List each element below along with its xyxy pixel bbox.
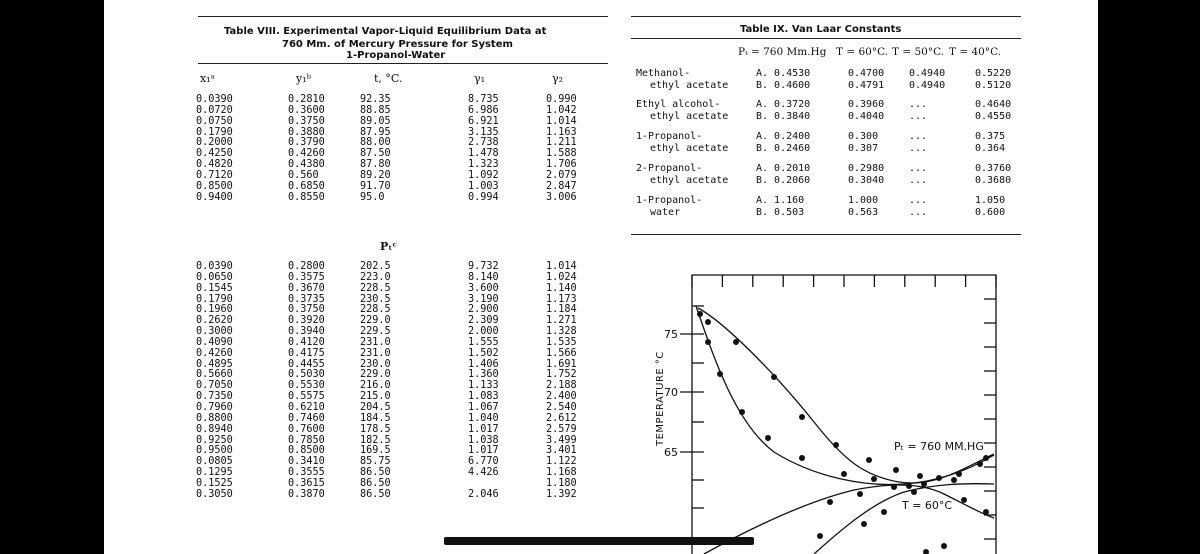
data-point <box>983 509 989 515</box>
table9-system-name: water <box>650 207 681 218</box>
table8-cell: 0.9500 <box>196 445 233 457</box>
table9-value: A. 0.2400 <box>756 131 811 142</box>
table8-cell: 0.3555 <box>288 467 325 479</box>
table8-cell: 4.426 <box>468 467 499 479</box>
table8-cell: 1.133 <box>468 380 499 392</box>
dew-curve-tsat <box>696 306 994 485</box>
table8-cell: 0.5030 <box>288 369 325 381</box>
table8-cell: 184.5 <box>360 412 391 424</box>
table8-cell: 0.7850 <box>288 434 325 446</box>
table8-block1-column <box>546 95 577 203</box>
table8-cell: 8.140 <box>468 271 499 283</box>
table8-cell: 1.168 <box>546 467 577 479</box>
table8-cell: 0.3050 <box>196 488 233 500</box>
data-point <box>923 549 929 554</box>
table8-block2-column <box>360 262 391 501</box>
table9-value: 0.3040 <box>848 175 885 186</box>
table8-cell: 0.4250 <box>196 148 233 160</box>
table9-value: 0.307 <box>848 143 879 154</box>
table8-cell: 0.5660 <box>196 369 233 381</box>
table8-cell: 1.092 <box>468 169 499 181</box>
table8-cell: 0.9400 <box>196 191 233 203</box>
table9-value: 0.5220 <box>975 68 1012 79</box>
table9-value: A. 0.3720 <box>756 99 811 110</box>
data-point <box>921 481 927 487</box>
curve-t60-b <box>814 484 994 554</box>
figure-pressure-label: Pₜ = 760 MM.HG <box>894 440 984 453</box>
data-point <box>893 467 899 473</box>
table9-value: ... <box>909 111 928 122</box>
table9-value: ... <box>909 131 928 142</box>
table9-value: A. 0.4530 <box>756 68 811 79</box>
data-point <box>771 374 777 380</box>
table8-cell: 1.163 <box>546 126 577 138</box>
table8-cell: 2.900 <box>468 304 499 316</box>
table8-cell: 0.3750 <box>288 304 325 316</box>
table8-cell: 6.921 <box>468 115 499 127</box>
table8-block1-column <box>196 95 233 203</box>
data-point <box>717 371 723 377</box>
table8-cell: 1.017 <box>468 445 499 457</box>
table8-cell: 0.2000 <box>196 137 233 149</box>
table8-cell: 0.7350 <box>196 391 233 403</box>
data-point <box>956 471 962 477</box>
table9-value: B. 0.4600 <box>756 80 811 91</box>
table9-system-name: Ethyl alcohol- <box>636 99 721 110</box>
table8-cell: 0.8500 <box>288 445 325 457</box>
table8-cell: 0.8500 <box>196 180 233 192</box>
data-point <box>866 457 872 463</box>
table8-cell: 228.5 <box>360 304 391 316</box>
table8-cell: 1.328 <box>546 326 577 338</box>
figure-ytick-label: 75 <box>664 328 678 341</box>
table8-cell: 0.1960 <box>196 304 233 316</box>
table9-value: 0.3760 <box>975 163 1012 174</box>
table9-value: 0.375 <box>975 131 1006 142</box>
table8-cell: 0.0390 <box>196 261 233 272</box>
table9-value: B. 0.2460 <box>756 143 811 154</box>
table8-cell: 0.4895 <box>196 358 233 370</box>
data-point <box>861 521 867 527</box>
table8-title-line2: 760 Mm. of Mercury Pressure for System <box>282 39 513 50</box>
table9-system-name: ethyl acetate <box>650 175 729 186</box>
document-page <box>104 0 1098 554</box>
table9-value: B. 0.2060 <box>756 175 811 186</box>
table8-cell: 1.038 <box>468 434 499 446</box>
table9-system-name: ethyl acetate <box>650 80 729 91</box>
table8-cell: 231.0 <box>360 336 391 348</box>
table8-cell: 3.006 <box>546 191 577 203</box>
table8-block2-column <box>288 262 325 501</box>
table9-value: 0.4040 <box>848 111 885 122</box>
table8-pressure-subheader: Pₜᶜ <box>380 240 398 253</box>
table8-cell: 1.706 <box>546 159 577 171</box>
table8-cell: 87.50 <box>360 148 391 160</box>
table8-cell: 1.555 <box>468 336 499 348</box>
table8-cell: 0.1790 <box>196 126 233 138</box>
table8-cell: 2.847 <box>546 180 577 192</box>
figure-ytick-label: 65 <box>664 446 678 459</box>
table8-cell: 1.691 <box>546 358 577 370</box>
data-point <box>891 484 897 490</box>
table8-cell: 1.140 <box>546 282 577 294</box>
table9-value: 0.2980 <box>848 163 885 174</box>
table8-cell: 0.1525 <box>196 477 233 489</box>
table8-cell: 1.323 <box>468 159 499 171</box>
data-point <box>857 491 863 497</box>
table8-cell: 2.046 <box>468 488 499 500</box>
table9-value: 1.000 <box>848 195 879 206</box>
table8-cell: 1.014 <box>546 115 577 127</box>
table9-value: 0.563 <box>848 207 879 218</box>
table8-cell: 229.0 <box>360 369 391 381</box>
table8-cell: 229.0 <box>360 315 391 327</box>
table8-cell: 1.024 <box>546 271 577 283</box>
table9-value: B. 0.3840 <box>756 111 811 122</box>
table8-cell: 2.540 <box>546 401 577 413</box>
table9-title: Table IX. Van Laar Constants <box>740 24 902 35</box>
table9-system-name: ethyl acetate <box>650 143 729 154</box>
table8-cell: 0.3790 <box>288 137 325 149</box>
data-point <box>961 497 967 503</box>
vle-figure <box>664 262 1004 554</box>
table9-value: ... <box>909 207 928 218</box>
table8-cell: 0.8940 <box>196 423 233 435</box>
table8-cell: 1.180 <box>546 477 577 489</box>
table9-system-name: 2-Propanol- <box>636 163 703 174</box>
table9-system-name: 1-Propanol- <box>636 131 703 142</box>
table8-block1-column <box>288 95 325 203</box>
table9-value: ... <box>909 143 928 154</box>
table8-cell: 1.406 <box>468 358 499 370</box>
table8-cell: 0.3940 <box>288 326 325 338</box>
table8-cell: 0.3615 <box>288 477 325 489</box>
table8-cell: 0.7460 <box>288 412 325 424</box>
table8-cell: 9.732 <box>468 261 499 272</box>
table9-value: 0.3960 <box>848 99 885 110</box>
table8-cell: 0.0720 <box>196 104 233 116</box>
table8-cell: 0.8550 <box>288 191 325 203</box>
table8-cell: 202.5 <box>360 261 391 272</box>
table9-bottom-rule <box>631 234 1021 235</box>
temperature-axis-label: TEMPERATURE °C <box>655 351 666 446</box>
table8-cell: 88.85 <box>360 104 391 116</box>
data-point <box>833 442 839 448</box>
data-point <box>705 319 711 325</box>
table8-cell: 91.70 <box>360 180 391 192</box>
table8-cell: 1.360 <box>468 369 499 381</box>
data-point <box>977 461 983 467</box>
table8-block2-column <box>196 262 233 501</box>
table8-cell: 0.7960 <box>196 401 233 413</box>
table8-cell: 1.040 <box>468 412 499 424</box>
table8-cell: 215.0 <box>360 391 391 403</box>
table8-cell: 1.535 <box>546 336 577 348</box>
table8-cell: 229.5 <box>360 326 391 338</box>
table8-cell: 0.4090 <box>196 336 233 348</box>
table8-cell: 0.4175 <box>288 347 325 359</box>
table8-cell: 0.4120 <box>288 336 325 348</box>
table8-cell: 0.4260 <box>288 148 325 160</box>
table8-cell: 223.0 <box>360 271 391 283</box>
data-point <box>799 455 805 461</box>
table8-column-header: γ₁ <box>474 72 485 85</box>
data-point <box>705 339 711 345</box>
table8-cell: 2.400 <box>546 391 577 403</box>
table8-cell: 1.017 <box>468 423 499 435</box>
table8-cell: 0.4380 <box>288 159 325 171</box>
data-point <box>739 409 745 415</box>
table8-cell: 1.083 <box>468 391 499 403</box>
figure-ytick-label: 70 <box>664 386 678 399</box>
table8-cell: 1.042 <box>546 104 577 116</box>
table8-cell: 1.173 <box>546 293 577 305</box>
table8-cell: 2.000 <box>468 326 499 338</box>
data-point <box>733 339 739 345</box>
table8-cell: 0.994 <box>468 191 499 203</box>
table8-cell: 231.0 <box>360 347 391 359</box>
table8-column-header: x₁ᵃ <box>200 72 215 85</box>
table8-block2-column <box>546 262 577 501</box>
table8-title-line1: Table VIII. Experimental Vapor-Liquid Equilibrium Data at <box>224 26 547 37</box>
table9-top-rule <box>631 16 1021 17</box>
table8-top-rule <box>198 16 608 17</box>
table9-value: ... <box>909 99 928 110</box>
table8-cell: 2.738 <box>468 137 499 149</box>
data-point <box>941 543 947 549</box>
table9-value: 1.050 <box>975 195 1006 206</box>
table9-value: 0.4940 <box>909 68 946 79</box>
table8-cell: 1.211 <box>546 137 577 149</box>
table8-header-rule <box>198 63 608 64</box>
table9-value: 0.4791 <box>848 80 885 91</box>
table8-column-header: γ₂ <box>552 72 563 85</box>
table9-value: ... <box>909 175 928 186</box>
data-point <box>881 509 887 515</box>
table8-cell: 204.5 <box>360 401 391 413</box>
table8-cell: 0.990 <box>546 94 577 105</box>
table8-cell: 1.003 <box>468 180 499 192</box>
table8-cell: 2.579 <box>546 423 577 435</box>
table8-cell: 0.0650 <box>196 271 233 283</box>
table8-cell: 3.600 <box>468 282 499 294</box>
table9-column-header: T = 50°C. <box>892 46 945 58</box>
table8-cell: 0.5530 <box>288 380 325 392</box>
data-point <box>951 477 957 483</box>
table8-cell: 0.4820 <box>196 159 233 171</box>
table8-cell: 0.7600 <box>288 423 325 435</box>
bubble-curve-tsat <box>698 308 994 483</box>
table9-column-header: Pₜ = 760 Mm.Hg <box>738 46 827 58</box>
table8-cell: 230.5 <box>360 293 391 305</box>
data-point <box>871 476 877 482</box>
table8-cell: 1.752 <box>546 369 577 381</box>
table9-value: A. 1.160 <box>756 195 805 206</box>
table8-cell: 1.014 <box>546 261 577 272</box>
table9-header-rule <box>631 38 1021 39</box>
table8-cell: 0.3575 <box>288 271 325 283</box>
table8-cell: 0.3750 <box>288 115 325 127</box>
table9-value: 0.600 <box>975 207 1006 218</box>
table8-cell: 0.3920 <box>288 315 325 327</box>
table9-value: ... <box>909 195 928 206</box>
table8-cell: 0.3880 <box>288 126 325 138</box>
table9-value: 0.364 <box>975 143 1006 154</box>
table8-block2-column <box>468 262 499 501</box>
table8-cell: 2.309 <box>468 315 499 327</box>
data-point <box>917 473 923 479</box>
table8-cell: 92.35 <box>360 94 391 105</box>
table8-cell: 86.50 <box>360 467 391 479</box>
table9-system-name: Methanol- <box>636 68 691 79</box>
figure-temperature-label: T = 60°C <box>902 499 953 512</box>
data-point <box>936 475 942 481</box>
table8-cell: 2.079 <box>546 169 577 181</box>
table8-cell: 0.0390 <box>196 94 233 105</box>
table8-cell: 95.0 <box>360 191 385 203</box>
figure-frame <box>692 275 996 554</box>
table8-cell: 8.735 <box>468 94 499 105</box>
table8-cell: 85.75 <box>360 456 391 468</box>
table8-cell: 1.184 <box>546 304 577 316</box>
table9-value: 0.4640 <box>975 99 1012 110</box>
table8-cell: 0.4260 <box>196 347 233 359</box>
table8-cell: 230.0 <box>360 358 391 370</box>
table8-cell: 89.05 <box>360 115 391 127</box>
data-point <box>827 499 833 505</box>
table8-column-header: y₁ᵇ <box>296 72 312 85</box>
table8-cell: 3.401 <box>546 445 577 457</box>
table8-cell: 3.499 <box>546 434 577 446</box>
table8-cell: 0.1295 <box>196 467 233 479</box>
table8-cell: 89.20 <box>360 169 391 181</box>
table8-cell: 182.5 <box>360 434 391 446</box>
table8-block1-column <box>360 95 391 203</box>
table8-cell: 1.067 <box>468 401 499 413</box>
table8-cell: 169.5 <box>360 445 391 457</box>
table8-cell: 0.7050 <box>196 380 233 392</box>
table8-cell: 86.50 <box>360 477 391 489</box>
data-point <box>697 311 703 317</box>
table9-value: A. 0.2010 <box>756 163 811 174</box>
table8-cell: 178.5 <box>360 423 391 435</box>
data-point <box>911 489 917 495</box>
table9-value: 0.5120 <box>975 80 1012 91</box>
data-point <box>841 471 847 477</box>
table8-cell: 1.502 <box>468 347 499 359</box>
table8-cell: 2.612 <box>546 412 577 424</box>
table8-cell: 0.7120 <box>196 169 233 181</box>
table8-cell: 0.2810 <box>288 94 325 105</box>
table8-cell: 0.8800 <box>196 412 233 424</box>
table8-cell: 0.6210 <box>288 401 325 413</box>
table8-title-line3: 1-Propanol-Water <box>346 50 446 61</box>
table9-value: 0.300 <box>848 131 879 142</box>
redaction-bar <box>444 537 754 545</box>
table8-cell: 6.986 <box>468 104 499 116</box>
table9-value: 0.4940 <box>909 80 946 91</box>
table9-value: 0.4700 <box>848 68 885 79</box>
table8-column-header: t, °C. <box>374 72 403 85</box>
table9-column-header: T = 60°C. <box>836 46 889 58</box>
table8-cell: 0.1790 <box>196 293 233 305</box>
data-point <box>799 414 805 420</box>
data-point <box>765 435 771 441</box>
table8-cell: 0.2800 <box>288 261 325 272</box>
table8-cell: 0.6850 <box>288 180 325 192</box>
data-point <box>817 533 823 539</box>
table8-cell: 228.5 <box>360 282 391 294</box>
table8-cell: 0.1545 <box>196 282 233 294</box>
table9-value: 0.3680 <box>975 175 1012 186</box>
table9-value: ... <box>909 163 928 174</box>
table8-cell: 0.3870 <box>288 488 325 500</box>
table8-cell: 1.566 <box>546 347 577 359</box>
table8-cell: 0.3600 <box>288 104 325 116</box>
table8-cell: 0.9250 <box>196 434 233 446</box>
table8-cell: 3.190 <box>468 293 499 305</box>
table9-value: 0.4550 <box>975 111 1012 122</box>
table8-cell: 1.271 <box>546 315 577 327</box>
table8-cell: 2.188 <box>546 380 577 392</box>
table8-cell: 1.588 <box>546 148 577 160</box>
table8-cell: 0.3735 <box>288 293 325 305</box>
table8-cell: 87.95 <box>360 126 391 138</box>
table8-cell: 0.5575 <box>288 391 325 403</box>
table8-cell: 0.560 <box>288 169 319 181</box>
table8-cell: 87.80 <box>360 159 391 171</box>
table8-cell: 0.2620 <box>196 315 233 327</box>
table8-cell: 0.3410 <box>288 456 325 468</box>
table8-cell: 0.0805 <box>196 456 233 468</box>
table8-cell: 88.00 <box>360 137 391 149</box>
table8-cell: 6.770 <box>468 456 499 468</box>
table8-cell: 0.4455 <box>288 358 325 370</box>
table8-cell: 0.3670 <box>288 282 325 294</box>
data-point <box>906 483 912 489</box>
table9-value: B. 0.503 <box>756 207 805 218</box>
table8-cell: 0.0750 <box>196 115 233 127</box>
table8-cell: 3.135 <box>468 126 499 138</box>
table9-system-name: 1-Propanol- <box>636 195 703 206</box>
table8-cell: 1.122 <box>546 456 577 468</box>
table8-cell: 86.50 <box>360 488 391 500</box>
table9-column-header: T = 40°C. <box>949 46 1002 58</box>
table8-cell: 1.478 <box>468 148 499 160</box>
table8-block1-column <box>468 95 499 203</box>
table8-cell: 0.3000 <box>196 326 233 338</box>
data-point <box>983 455 989 461</box>
table8-cell: 1.392 <box>546 488 577 500</box>
table9-system-name: ethyl acetate <box>650 111 729 122</box>
table8-cell: 216.0 <box>360 380 391 392</box>
